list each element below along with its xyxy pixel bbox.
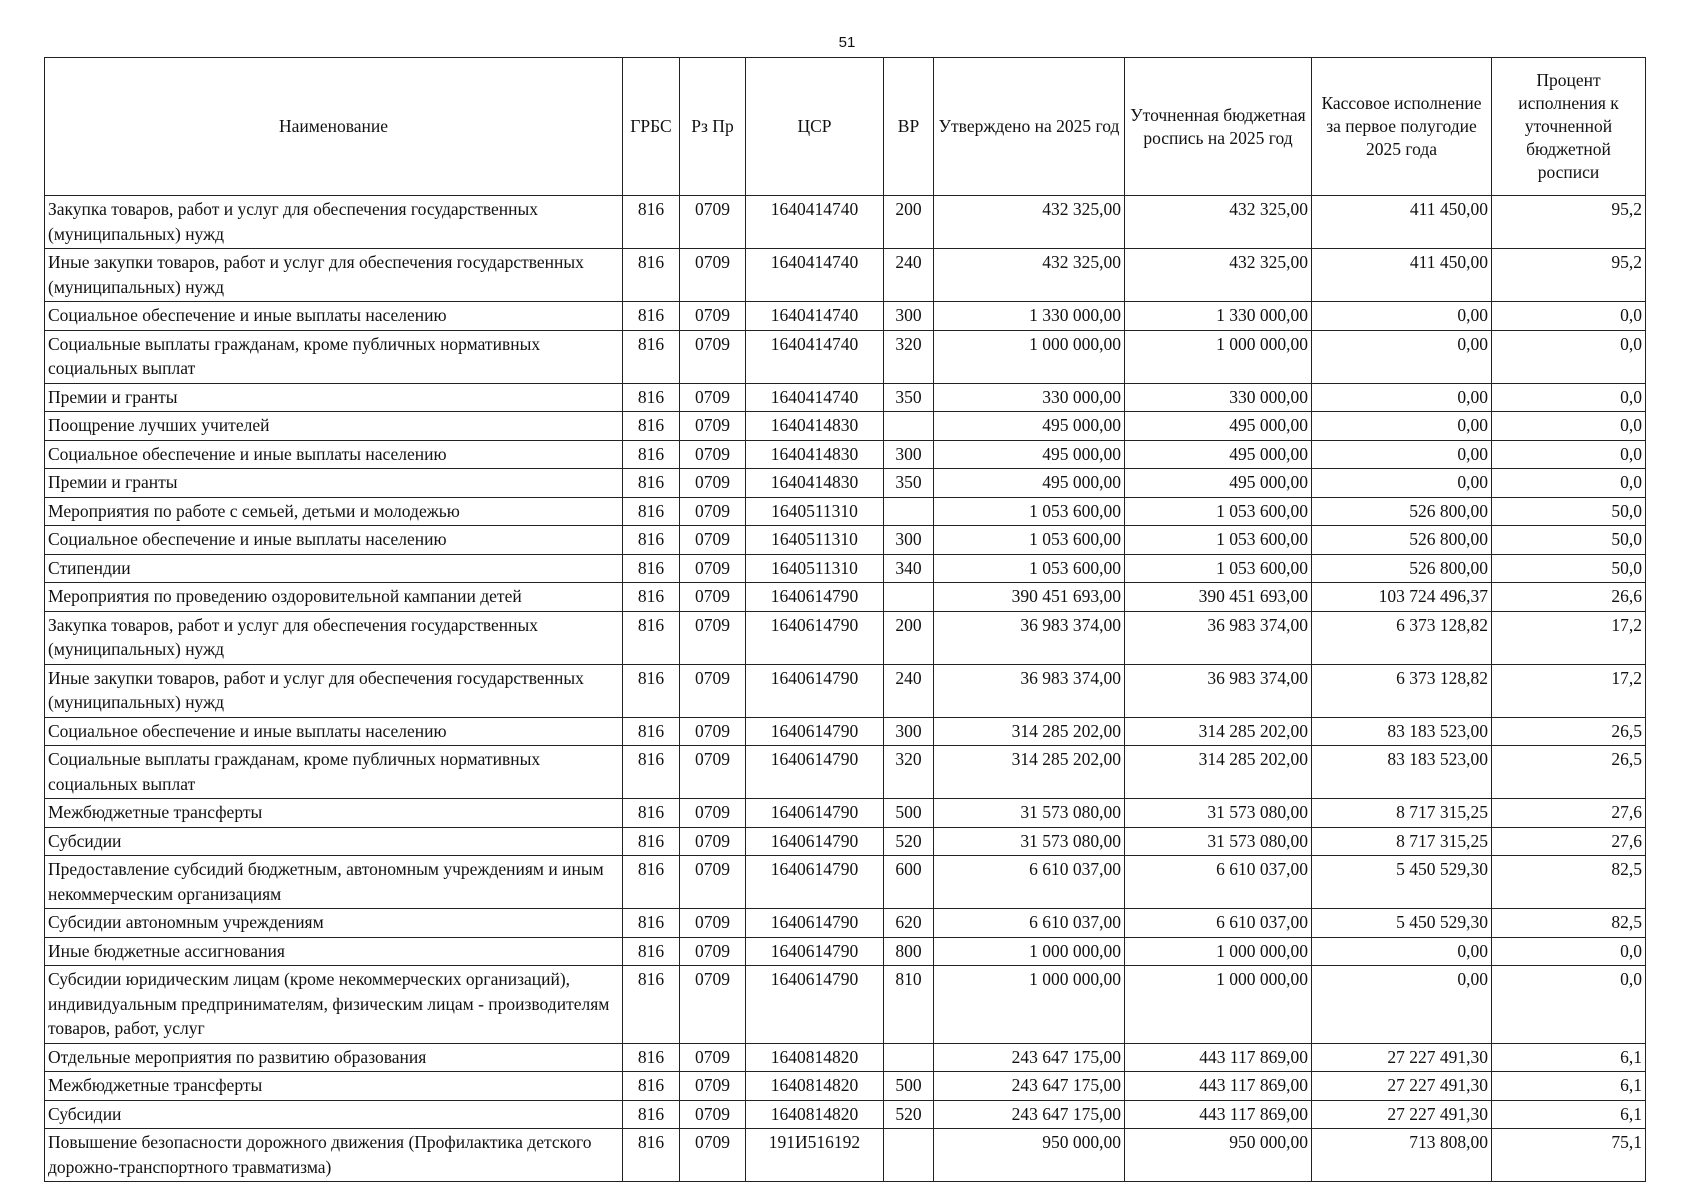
cell-grbs: 816 — [623, 440, 680, 469]
cell-approved: 1 000 000,00 — [934, 330, 1125, 383]
cell-grbs: 816 — [623, 746, 680, 799]
cell-csr: 1640511310 — [746, 526, 884, 555]
table-row — [45, 909, 1646, 938]
cell-cash: 411 450,00 — [1312, 196, 1492, 249]
cell-rzpr: 0709 — [680, 1043, 746, 1072]
cell-refined: 314 285 202,00 — [1125, 717, 1312, 746]
cell-refined: 390 451 693,00 — [1125, 583, 1312, 612]
cell-csr: 1640814820 — [746, 1100, 884, 1129]
cell-vr: 320 — [884, 746, 934, 799]
cell-percent: 82,5 — [1492, 909, 1646, 938]
cell-cash: 411 450,00 — [1312, 249, 1492, 302]
cell-grbs: 816 — [623, 469, 680, 498]
cell-csr: 1640511310 — [746, 497, 884, 526]
budget-execution-table — [44, 57, 1646, 1182]
cell-csr: 1640814820 — [746, 1072, 884, 1101]
table-row — [45, 856, 1646, 909]
cell-vr: 620 — [884, 909, 934, 938]
page-number: 51 — [838, 34, 856, 51]
cell-vr — [884, 1043, 934, 1072]
cell-percent: 17,2 — [1492, 611, 1646, 664]
table-row — [45, 1043, 1646, 1072]
cell-grbs: 816 — [623, 383, 680, 412]
cell-approved: 243 647 175,00 — [934, 1072, 1125, 1101]
cell-approved: 495 000,00 — [934, 440, 1125, 469]
cell-grbs: 816 — [623, 249, 680, 302]
cell-name: Социальные выплаты гражданам, кроме публичных нормативных социальных выплат — [45, 746, 623, 799]
cell-vr: 520 — [884, 1100, 934, 1129]
table-header-row — [45, 58, 1646, 196]
table-row — [45, 799, 1646, 828]
cell-refined: 495 000,00 — [1125, 440, 1312, 469]
cell-refined: 36 983 374,00 — [1125, 664, 1312, 717]
header-name: Наименование — [45, 58, 623, 196]
table-row — [45, 196, 1646, 249]
cell-cash: 0,00 — [1312, 966, 1492, 1044]
cell-csr: 1640614790 — [746, 937, 884, 966]
cell-cash: 5 450 529,30 — [1312, 856, 1492, 909]
cell-cash: 0,00 — [1312, 469, 1492, 498]
cell-csr: 1640614790 — [746, 856, 884, 909]
cell-vr: 500 — [884, 1072, 934, 1101]
cell-refined: 36 983 374,00 — [1125, 611, 1312, 664]
cell-csr: 1640414740 — [746, 249, 884, 302]
cell-approved: 243 647 175,00 — [934, 1043, 1125, 1072]
cell-vr: 520 — [884, 827, 934, 856]
cell-csr: 1640414830 — [746, 469, 884, 498]
cell-vr: 300 — [884, 526, 934, 555]
cell-rzpr: 0709 — [680, 302, 746, 331]
cell-approved: 432 325,00 — [934, 249, 1125, 302]
cell-name: Субсидии — [45, 1100, 623, 1129]
cell-name: Мероприятия по работе с семьей, детьми и молодежью — [45, 497, 623, 526]
cell-name: Иные закупки товаров, работ и услуг для обеспечения государственных (муниципальных) нужд — [45, 249, 623, 302]
table-row — [45, 554, 1646, 583]
table-row — [45, 717, 1646, 746]
cell-percent: 0,0 — [1492, 440, 1646, 469]
cell-csr: 1640414740 — [746, 302, 884, 331]
header-grbs: ГРБС — [623, 58, 680, 196]
cell-cash: 526 800,00 — [1312, 497, 1492, 526]
cell-approved: 6 610 037,00 — [934, 909, 1125, 938]
table-row — [45, 440, 1646, 469]
cell-refined: 1 000 000,00 — [1125, 937, 1312, 966]
cell-vr: 240 — [884, 249, 934, 302]
cell-grbs: 816 — [623, 554, 680, 583]
cell-approved: 6 610 037,00 — [934, 856, 1125, 909]
cell-approved: 243 647 175,00 — [934, 1100, 1125, 1129]
table-row — [45, 383, 1646, 412]
cell-approved: 1 330 000,00 — [934, 302, 1125, 331]
cell-rzpr: 0709 — [680, 966, 746, 1044]
cell-csr: 1640614790 — [746, 827, 884, 856]
header-refined: Уточненная бюджетная роспись на 2025 год — [1125, 58, 1312, 196]
cell-csr: 1640614790 — [746, 746, 884, 799]
cell-cash: 0,00 — [1312, 330, 1492, 383]
cell-grbs: 816 — [623, 909, 680, 938]
table-row — [45, 412, 1646, 441]
cell-cash: 8 717 315,25 — [1312, 827, 1492, 856]
cell-refined: 31 573 080,00 — [1125, 799, 1312, 828]
cell-refined: 1 053 600,00 — [1125, 497, 1312, 526]
cell-name: Социальное обеспечение и иные выплаты населению — [45, 302, 623, 331]
cell-percent: 0,0 — [1492, 937, 1646, 966]
cell-name: Социальное обеспечение и иные выплаты населению — [45, 526, 623, 555]
cell-approved: 1 000 000,00 — [934, 966, 1125, 1044]
cell-vr — [884, 412, 934, 441]
cell-grbs: 816 — [623, 799, 680, 828]
cell-refined: 1 330 000,00 — [1125, 302, 1312, 331]
cell-rzpr: 0709 — [680, 909, 746, 938]
cell-refined: 950 000,00 — [1125, 1129, 1312, 1182]
cell-csr: 1640614790 — [746, 717, 884, 746]
cell-percent: 6,1 — [1492, 1100, 1646, 1129]
cell-percent: 95,2 — [1492, 249, 1646, 302]
cell-name: Поощрение лучших учителей — [45, 412, 623, 441]
cell-rzpr: 0709 — [680, 937, 746, 966]
cell-name: Повышение безопасности дорожного движения (Профилактика детского дорожно-транспортного травматизма) — [45, 1129, 623, 1182]
cell-percent: 6,1 — [1492, 1072, 1646, 1101]
cell-name: Межбюджетные трансферты — [45, 799, 623, 828]
cell-rzpr: 0709 — [680, 664, 746, 717]
cell-csr: 191И516192 — [746, 1129, 884, 1182]
cell-percent: 27,6 — [1492, 799, 1646, 828]
cell-grbs: 816 — [623, 611, 680, 664]
cell-cash: 83 183 523,00 — [1312, 746, 1492, 799]
cell-approved: 36 983 374,00 — [934, 611, 1125, 664]
cell-rzpr: 0709 — [680, 554, 746, 583]
cell-percent: 50,0 — [1492, 497, 1646, 526]
cell-approved: 314 285 202,00 — [934, 746, 1125, 799]
cell-grbs: 816 — [623, 330, 680, 383]
cell-name: Мероприятия по проведению оздоровительной кампании детей — [45, 583, 623, 612]
table-row — [45, 249, 1646, 302]
cell-percent: 95,2 — [1492, 196, 1646, 249]
cell-cash: 0,00 — [1312, 440, 1492, 469]
cell-rzpr: 0709 — [680, 746, 746, 799]
cell-cash: 526 800,00 — [1312, 554, 1492, 583]
cell-percent: 0,0 — [1492, 383, 1646, 412]
cell-csr: 1640614790 — [746, 583, 884, 612]
cell-percent: 0,0 — [1492, 412, 1646, 441]
cell-rzpr: 0709 — [680, 1100, 746, 1129]
cell-rzpr: 0709 — [680, 717, 746, 746]
cell-vr: 810 — [884, 966, 934, 1044]
cell-refined: 1 000 000,00 — [1125, 966, 1312, 1044]
cell-approved: 31 573 080,00 — [934, 827, 1125, 856]
cell-cash: 27 227 491,30 — [1312, 1043, 1492, 1072]
cell-grbs: 816 — [623, 412, 680, 441]
cell-name: Субсидии — [45, 827, 623, 856]
cell-refined: 6 610 037,00 — [1125, 909, 1312, 938]
cell-rzpr: 0709 — [680, 827, 746, 856]
cell-refined: 1 053 600,00 — [1125, 526, 1312, 555]
cell-percent: 27,6 — [1492, 827, 1646, 856]
cell-vr: 600 — [884, 856, 934, 909]
cell-refined: 432 325,00 — [1125, 196, 1312, 249]
cell-csr: 1640414830 — [746, 412, 884, 441]
cell-grbs: 816 — [623, 196, 680, 249]
cell-csr: 1640614790 — [746, 966, 884, 1044]
cell-vr: 300 — [884, 302, 934, 331]
cell-grbs: 816 — [623, 302, 680, 331]
table-row — [45, 664, 1646, 717]
cell-cash: 0,00 — [1312, 937, 1492, 966]
table-row — [45, 1100, 1646, 1129]
table-row — [45, 746, 1646, 799]
header-cash: Кассовое исполнение за первое полугодие 2025 года — [1312, 58, 1492, 196]
header-rzpr: Рз Пр — [680, 58, 746, 196]
cell-cash: 83 183 523,00 — [1312, 717, 1492, 746]
cell-rzpr: 0709 — [680, 856, 746, 909]
cell-cash: 27 227 491,30 — [1312, 1100, 1492, 1129]
cell-grbs: 816 — [623, 583, 680, 612]
cell-rzpr: 0709 — [680, 799, 746, 828]
cell-approved: 432 325,00 — [934, 196, 1125, 249]
cell-grbs: 816 — [623, 1072, 680, 1101]
table-row — [45, 526, 1646, 555]
cell-percent: 6,1 — [1492, 1043, 1646, 1072]
cell-grbs: 816 — [623, 1043, 680, 1072]
cell-csr: 1640614790 — [746, 611, 884, 664]
cell-approved: 390 451 693,00 — [934, 583, 1125, 612]
cell-name: Социальное обеспечение и иные выплаты населению — [45, 717, 623, 746]
table-row — [45, 330, 1646, 383]
cell-csr: 1640414740 — [746, 196, 884, 249]
table-row — [45, 937, 1646, 966]
cell-percent: 26,5 — [1492, 717, 1646, 746]
cell-rzpr: 0709 — [680, 497, 746, 526]
cell-percent: 0,0 — [1492, 302, 1646, 331]
cell-name: Премии и гранты — [45, 469, 623, 498]
cell-rzpr: 0709 — [680, 196, 746, 249]
cell-cash: 0,00 — [1312, 412, 1492, 441]
cell-rzpr: 0709 — [680, 526, 746, 555]
cell-cash: 6 373 128,82 — [1312, 611, 1492, 664]
cell-vr — [884, 497, 934, 526]
cell-rzpr: 0709 — [680, 330, 746, 383]
table-row — [45, 611, 1646, 664]
cell-vr: 500 — [884, 799, 934, 828]
cell-name: Субсидии автономным учреждениям — [45, 909, 623, 938]
cell-refined: 495 000,00 — [1125, 412, 1312, 441]
cell-refined: 314 285 202,00 — [1125, 746, 1312, 799]
cell-csr: 1640511310 — [746, 554, 884, 583]
table-body — [45, 196, 1646, 1182]
cell-vr: 350 — [884, 469, 934, 498]
cell-name: Социальные выплаты гражданам, кроме публичных нормативных социальных выплат — [45, 330, 623, 383]
cell-csr: 1640414830 — [746, 440, 884, 469]
cell-percent: 0,0 — [1492, 330, 1646, 383]
cell-rzpr: 0709 — [680, 1129, 746, 1182]
table-row — [45, 966, 1646, 1044]
header-approved: Утверждено на 2025 год — [934, 58, 1125, 196]
cell-approved: 1 053 600,00 — [934, 497, 1125, 526]
cell-name: Премии и гранты — [45, 383, 623, 412]
cell-refined: 443 117 869,00 — [1125, 1043, 1312, 1072]
table-row — [45, 1129, 1646, 1182]
cell-rzpr: 0709 — [680, 1072, 746, 1101]
cell-vr — [884, 1129, 934, 1182]
cell-cash: 0,00 — [1312, 302, 1492, 331]
cell-approved: 36 983 374,00 — [934, 664, 1125, 717]
cell-refined: 443 117 869,00 — [1125, 1100, 1312, 1129]
cell-rzpr: 0709 — [680, 249, 746, 302]
cell-percent: 82,5 — [1492, 856, 1646, 909]
cell-percent: 75,1 — [1492, 1129, 1646, 1182]
cell-vr: 350 — [884, 383, 934, 412]
cell-percent: 0,0 — [1492, 469, 1646, 498]
table-row — [45, 302, 1646, 331]
cell-cash: 8 717 315,25 — [1312, 799, 1492, 828]
cell-grbs: 816 — [623, 664, 680, 717]
cell-approved: 31 573 080,00 — [934, 799, 1125, 828]
cell-rzpr: 0709 — [680, 383, 746, 412]
cell-grbs: 816 — [623, 526, 680, 555]
cell-cash: 713 808,00 — [1312, 1129, 1492, 1182]
cell-cash: 526 800,00 — [1312, 526, 1492, 555]
cell-grbs: 816 — [623, 1129, 680, 1182]
header-vr: ВР — [884, 58, 934, 196]
cell-percent: 50,0 — [1492, 526, 1646, 555]
cell-refined: 443 117 869,00 — [1125, 1072, 1312, 1101]
cell-grbs: 816 — [623, 1100, 680, 1129]
cell-refined: 1 000 000,00 — [1125, 330, 1312, 383]
cell-percent: 26,6 — [1492, 583, 1646, 612]
cell-grbs: 816 — [623, 827, 680, 856]
cell-approved: 314 285 202,00 — [934, 717, 1125, 746]
cell-rzpr: 0709 — [680, 412, 746, 441]
cell-refined: 1 053 600,00 — [1125, 554, 1312, 583]
cell-vr: 300 — [884, 440, 934, 469]
cell-vr: 200 — [884, 196, 934, 249]
cell-grbs: 816 — [623, 497, 680, 526]
cell-csr: 1640614790 — [746, 909, 884, 938]
cell-csr: 1640814820 — [746, 1043, 884, 1072]
cell-percent: 0,0 — [1492, 966, 1646, 1044]
cell-rzpr: 0709 — [680, 611, 746, 664]
cell-vr: 320 — [884, 330, 934, 383]
cell-refined: 6 610 037,00 — [1125, 856, 1312, 909]
cell-approved: 1 053 600,00 — [934, 554, 1125, 583]
cell-cash: 6 373 128,82 — [1312, 664, 1492, 717]
cell-vr: 200 — [884, 611, 934, 664]
cell-approved: 950 000,00 — [934, 1129, 1125, 1182]
cell-refined: 330 000,00 — [1125, 383, 1312, 412]
cell-name: Предоставление субсидий бюджетным, автономным учреждениям и иным некоммерческим организациям — [45, 856, 623, 909]
header-percent: Процент исполнения к уточненной бюджетной росписи — [1492, 58, 1646, 196]
cell-csr: 1640614790 — [746, 799, 884, 828]
cell-vr: 340 — [884, 554, 934, 583]
cell-csr: 1640414740 — [746, 383, 884, 412]
cell-name: Иные бюджетные ассигнования — [45, 937, 623, 966]
cell-name: Закупка товаров, работ и услуг для обеспечения государственных (муниципальных) нужд — [45, 611, 623, 664]
cell-approved: 330 000,00 — [934, 383, 1125, 412]
cell-percent: 26,5 — [1492, 746, 1646, 799]
cell-name: Закупка товаров, работ и услуг для обеспечения государственных (муниципальных) нужд — [45, 196, 623, 249]
cell-csr: 1640414740 — [746, 330, 884, 383]
table-row — [45, 1072, 1646, 1101]
cell-refined: 432 325,00 — [1125, 249, 1312, 302]
cell-vr: 240 — [884, 664, 934, 717]
cell-cash: 5 450 529,30 — [1312, 909, 1492, 938]
cell-name: Стипендии — [45, 554, 623, 583]
cell-vr — [884, 583, 934, 612]
cell-percent: 50,0 — [1492, 554, 1646, 583]
cell-name: Отдельные мероприятия по развитию образования — [45, 1043, 623, 1072]
cell-vr: 300 — [884, 717, 934, 746]
table-row — [45, 469, 1646, 498]
cell-grbs: 816 — [623, 966, 680, 1044]
cell-percent: 17,2 — [1492, 664, 1646, 717]
cell-cash: 0,00 — [1312, 383, 1492, 412]
cell-rzpr: 0709 — [680, 583, 746, 612]
cell-rzpr: 0709 — [680, 440, 746, 469]
cell-vr: 800 — [884, 937, 934, 966]
header-csr: ЦСР — [746, 58, 884, 196]
table-row — [45, 827, 1646, 856]
cell-name: Межбюджетные трансферты — [45, 1072, 623, 1101]
cell-rzpr: 0709 — [680, 469, 746, 498]
cell-approved: 495 000,00 — [934, 412, 1125, 441]
cell-name: Субсидии юридическим лицам (кроме некоммерческих организаций), индивидуальным предпринимателям, физическим лицам - производителям товаров, работ, услуг — [45, 966, 623, 1044]
cell-grbs: 816 — [623, 717, 680, 746]
table-row — [45, 497, 1646, 526]
cell-cash: 27 227 491,30 — [1312, 1072, 1492, 1101]
cell-refined: 31 573 080,00 — [1125, 827, 1312, 856]
cell-approved: 495 000,00 — [934, 469, 1125, 498]
cell-approved: 1 053 600,00 — [934, 526, 1125, 555]
cell-refined: 495 000,00 — [1125, 469, 1312, 498]
cell-csr: 1640614790 — [746, 664, 884, 717]
cell-name: Социальное обеспечение и иные выплаты населению — [45, 440, 623, 469]
cell-cash: 103 724 496,37 — [1312, 583, 1492, 612]
cell-approved: 1 000 000,00 — [934, 937, 1125, 966]
cell-name: Иные закупки товаров, работ и услуг для обеспечения государственных (муниципальных) нужд — [45, 664, 623, 717]
cell-grbs: 816 — [623, 937, 680, 966]
table-row — [45, 583, 1646, 612]
cell-grbs: 816 — [623, 856, 680, 909]
